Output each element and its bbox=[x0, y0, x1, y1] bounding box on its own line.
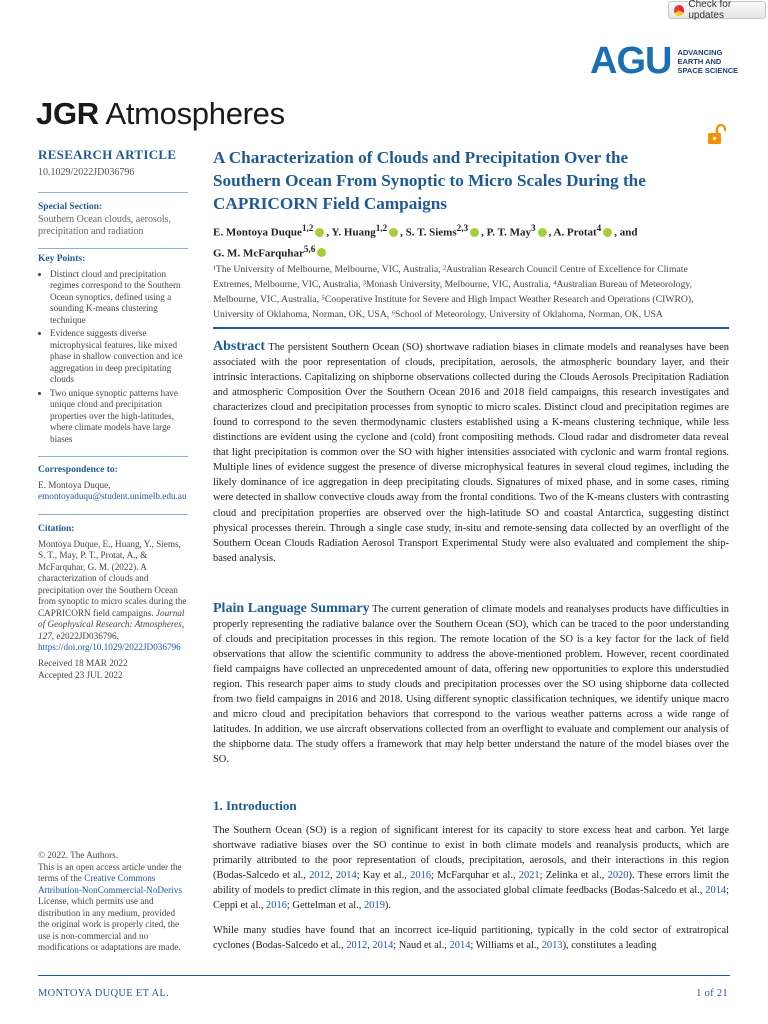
article-dates: Received 18 MAR 2022 Accepted 23 JUL 2022 bbox=[38, 658, 128, 680]
intro-paragraph-1: The Southern Ocean (SO) is a region of significant interest for its capacity to store excess heat and carbon. Yet large shortwave radiative biases over the SO continue to exist in both climate models and reanalysis products, which are primarily attributed to the poor representation of clouds, precipitation, aerosols, and their interactions in this region (Bodas-Salcedo et al., 2012, 2014; Kay et al., 2016; McFarquhar et al., 2021; Zelinka et al., 2020). These errors limit the ability of models to predict climate in this region, and the associated global climate feedbacks (Bodas-Salcedo et al., 2014; Ceppi et al., 2016; Gettelman et al., 2019). bbox=[213, 825, 730, 912]
abstract-heading: Abstract bbox=[213, 339, 266, 354]
article-doi: 10.1029/2022JD036796 bbox=[38, 167, 135, 178]
citation-doi-link[interactable]: https://doi.org/10.1029/2022JD036796 bbox=[38, 642, 181, 652]
key-points: Key Points: • Distinct cloud and precipitation regimes correspond to the Southern Ocean synoptics, defined using a sounding K-means clustering technique • Evidence suggests diverse microphysical features, like mixed phase in shallow convection and ice aggregation in deep precipitating clouds • Two unique synoptic patterns have unique cloud and precipitation properties over the high-latitudes, where climate models have large biases bbox=[38, 254, 188, 447]
orcid-icon[interactable] bbox=[470, 228, 479, 237]
citation-link[interactable]: 2013 bbox=[541, 940, 563, 952]
orcid-icon[interactable] bbox=[389, 228, 398, 237]
citation-link[interactable]: 2012 bbox=[346, 940, 368, 952]
agu-wordmark: AGU bbox=[590, 40, 672, 82]
license: © 2022. The Authors. This is an open access article under the terms of the Creative Commons Attribution-NonCommercial-NoDerivs License, which permits use and distribution in any medium, provided the original work is properly cited, the use is non-commercial and no modifications or adaptations are made. bbox=[38, 850, 182, 952]
orcid-icon[interactable] bbox=[538, 228, 547, 237]
abstract: Abstract The persistent Southern Ocean (SO) shortwave radiation biases in climate models and reanalyses have been associated with the poor representation of clouds, precipitation, aerosols, the atmospheric boundary layer, and their intrinsic interactions. Capitalizing on shipborne observations collected during the Clouds Aerosols Precipitation Radiation and atmospheric Composition Over the Southern Ocean 2016 and 2018 field campaigns, this research investigates and characterizes cloud and precipitation processes from synoptic to micro scales. Distinct cloud and precipitation regimes are found to correspond to the seven thermodynamic clusters established using a K-means clustering technique, while less distinctions are evident using the cyclone and (cold) front compositing methods. Cloud radar and disdrometer data reveal that light precipitation is common over the SO with higher intensities associated with cyclonic and warm frontal regions. Multiple lines of evidence suggest the presence of diverse microphysical features in several cloud regimes, including the likely dominance of ice aggregation in deep precipitating clouds. Signatures of mixed phase, and in some cases, riming were detected in shallow convective clouds away from the frontal conditions. Two of the K-means clusters with contrasting cloud and precipitation properties are observed over the high-latitude SO and coastal Antarctica, suggesting distinct physical processes therein. Through a single case study, in-situ and remote-sensing data collected by an overflight of the Southern Ocean Clouds Radiation Aerosol Transport Experimental Study were also evaluated and complement the ship-based analysis. bbox=[213, 339, 730, 564]
check-for-updates-button[interactable] bbox=[668, 1, 766, 19]
agu-tagline: ADVANCING EARTH AND SPACE SCIENCE bbox=[677, 47, 739, 75]
citation-link[interactable]: 2014 bbox=[335, 870, 357, 882]
footer-authors: MONTOYA DUQUE ET AL. bbox=[38, 988, 170, 999]
check-for-updates-label: Check for updates bbox=[688, 0, 732, 21]
divider bbox=[38, 192, 188, 193]
correspondence: Correspondence to: E. Montoya Duque, emontoyaduqu@student.unimelb.edu.au bbox=[38, 465, 187, 501]
orcid-icon[interactable] bbox=[315, 228, 324, 237]
author-list: E. Montoya Duque$^{1,2}$ , Y. Huang$^{1,2}$ , S. T. Siems$^{2,3}$ , P. T. May$^3$ , A. Protat$^4$ , and G. M. McFarquhar$^{5,6}$ bbox=[213, 223, 638, 260]
plain-language-summary: Plain Language Summary The current generation of climate models and reanalyses products have difficulties in properly representing the radiative balance over the Southern Ocean (SO), which can be traced to the poor understanding of clouds and precipitation processes in this region. The remote location of the SO is a key factor for the lack of field observations that allow the scientific community to address the above-mentioned problem. However, recent coordinated field campaigns have collected an unprecedented amount of data, offering new opportunities to explore this understudied region. This research paper aims to study clouds and precipitation processes over the SO using shipborne data collected from two field campaigns in 2016 and 2018. Using different synoptic classification techniques, we identify unique macro and micro cloud and precipitation behaviors that correspond to the various weather patterns across a wide range of latitudes. In addition, we use aircraft observations collected from an overflight to evaluate and complement our analysis of the shipborne data. The study offers a framework that may help better understand the nature of the model biases over the SO. bbox=[213, 601, 729, 766]
open-access-lock-icon bbox=[706, 124, 728, 146]
citation-link[interactable]: 2012 bbox=[309, 870, 330, 882]
correspondence-email-link[interactable]: emontoyaduqu@student.unimelb.edu.au bbox=[38, 491, 187, 501]
section-rule bbox=[213, 327, 729, 329]
agu-logo bbox=[590, 40, 739, 82]
divider bbox=[38, 456, 188, 457]
section-heading-introduction: 1. Introduction bbox=[213, 798, 297, 813]
pls-heading: Plain Language Summary bbox=[213, 601, 370, 616]
citation-link[interactable]: 2019 bbox=[364, 900, 385, 912]
orcid-icon[interactable] bbox=[317, 248, 326, 257]
citation-link[interactable]: 2014 bbox=[705, 885, 727, 897]
paper-title: A Characterization of Clouds and Precipitation Over the Southern Ocean From Synoptic to Micro Scales During the CAPRICORN Field Campaigns bbox=[213, 148, 646, 213]
citation-link[interactable]: 2016 bbox=[266, 900, 287, 912]
citation-link[interactable]: 2016 bbox=[410, 870, 432, 882]
article-type: RESEARCH ARTICLE bbox=[38, 147, 177, 162]
citation-link[interactable]: 2014 bbox=[372, 940, 394, 952]
divider bbox=[38, 514, 188, 515]
page-number: 1 of 21 bbox=[696, 988, 728, 999]
key-point: • Evidence suggests diverse microphysical features, like mixed phase in shallow convection and ice aggregation in deep precipitating clouds bbox=[50, 328, 188, 386]
footer-rule bbox=[38, 975, 730, 976]
citation-link[interactable]: 2021 bbox=[518, 870, 540, 882]
orcid-icon[interactable] bbox=[603, 228, 612, 237]
divider bbox=[38, 248, 188, 249]
crossmark-icon bbox=[674, 5, 684, 16]
citation-link[interactable]: 2020 bbox=[607, 870, 629, 882]
citation: Citation: Montoya Duque, E., Huang, Y., Siems, S. T., May, P. T., Protat, A., & McFarquhar, G. M. (2022). A characterization of clouds and precipitation over the Southern Ocean from synoptic to micro scales during the CAPRICORN field campaigns. Journal of Geophysical Research: Atmospheres, 127, e2022JD036796. https://doi.org/10.1029/2022JD036796 bbox=[38, 524, 187, 652]
journal-name: JGR Atmospheres bbox=[36, 96, 285, 131]
citation-link[interactable]: 2014 bbox=[449, 940, 471, 952]
key-point: • Two unique synoptic patterns have unique cloud and precipitation properties over the high-latitudes, where climate models have large biases bbox=[50, 388, 188, 446]
special-section: Special Section: Southern Ocean clouds, aerosols, precipitation and radiation bbox=[38, 202, 172, 237]
affiliations: ¹The University of Melbourne, Melbourne, VIC, Australia, ²Australian Research Council Centre of Excellence for Climate Extremes, Melbourne, VIC, Australia, ³Monash University, Melbourne, VIC, Australia, ⁴Australian Bureau of Meteorology, Melbourne, VIC, Australia, ⁵Cooperative Institute for Severe and High Impact Weather Research and Operations (CIWRO), University of Oklahoma, Norman, OK, USA, ⁶School of Meteorology, University of Oklahoma, Norman, OK, USA bbox=[213, 264, 694, 320]
key-point: • Distinct cloud and precipitation regimes correspond to the Southern Ocean synoptics, defined using a sounding K-means clustering technique bbox=[50, 269, 188, 327]
license-link[interactable]: Creative Commons Attribution-NonCommercial-NoDerivs bbox=[38, 873, 182, 895]
intro-paragraph-2: While many studies have found that an incorrect ice-liquid partitioning, typically in the cold sector of extratropical cyclones (Bodas-Salcedo et al., 2012, 2014; Naud et al., 2014; Williams et al., 2013), constitutes a leading bbox=[213, 925, 729, 952]
